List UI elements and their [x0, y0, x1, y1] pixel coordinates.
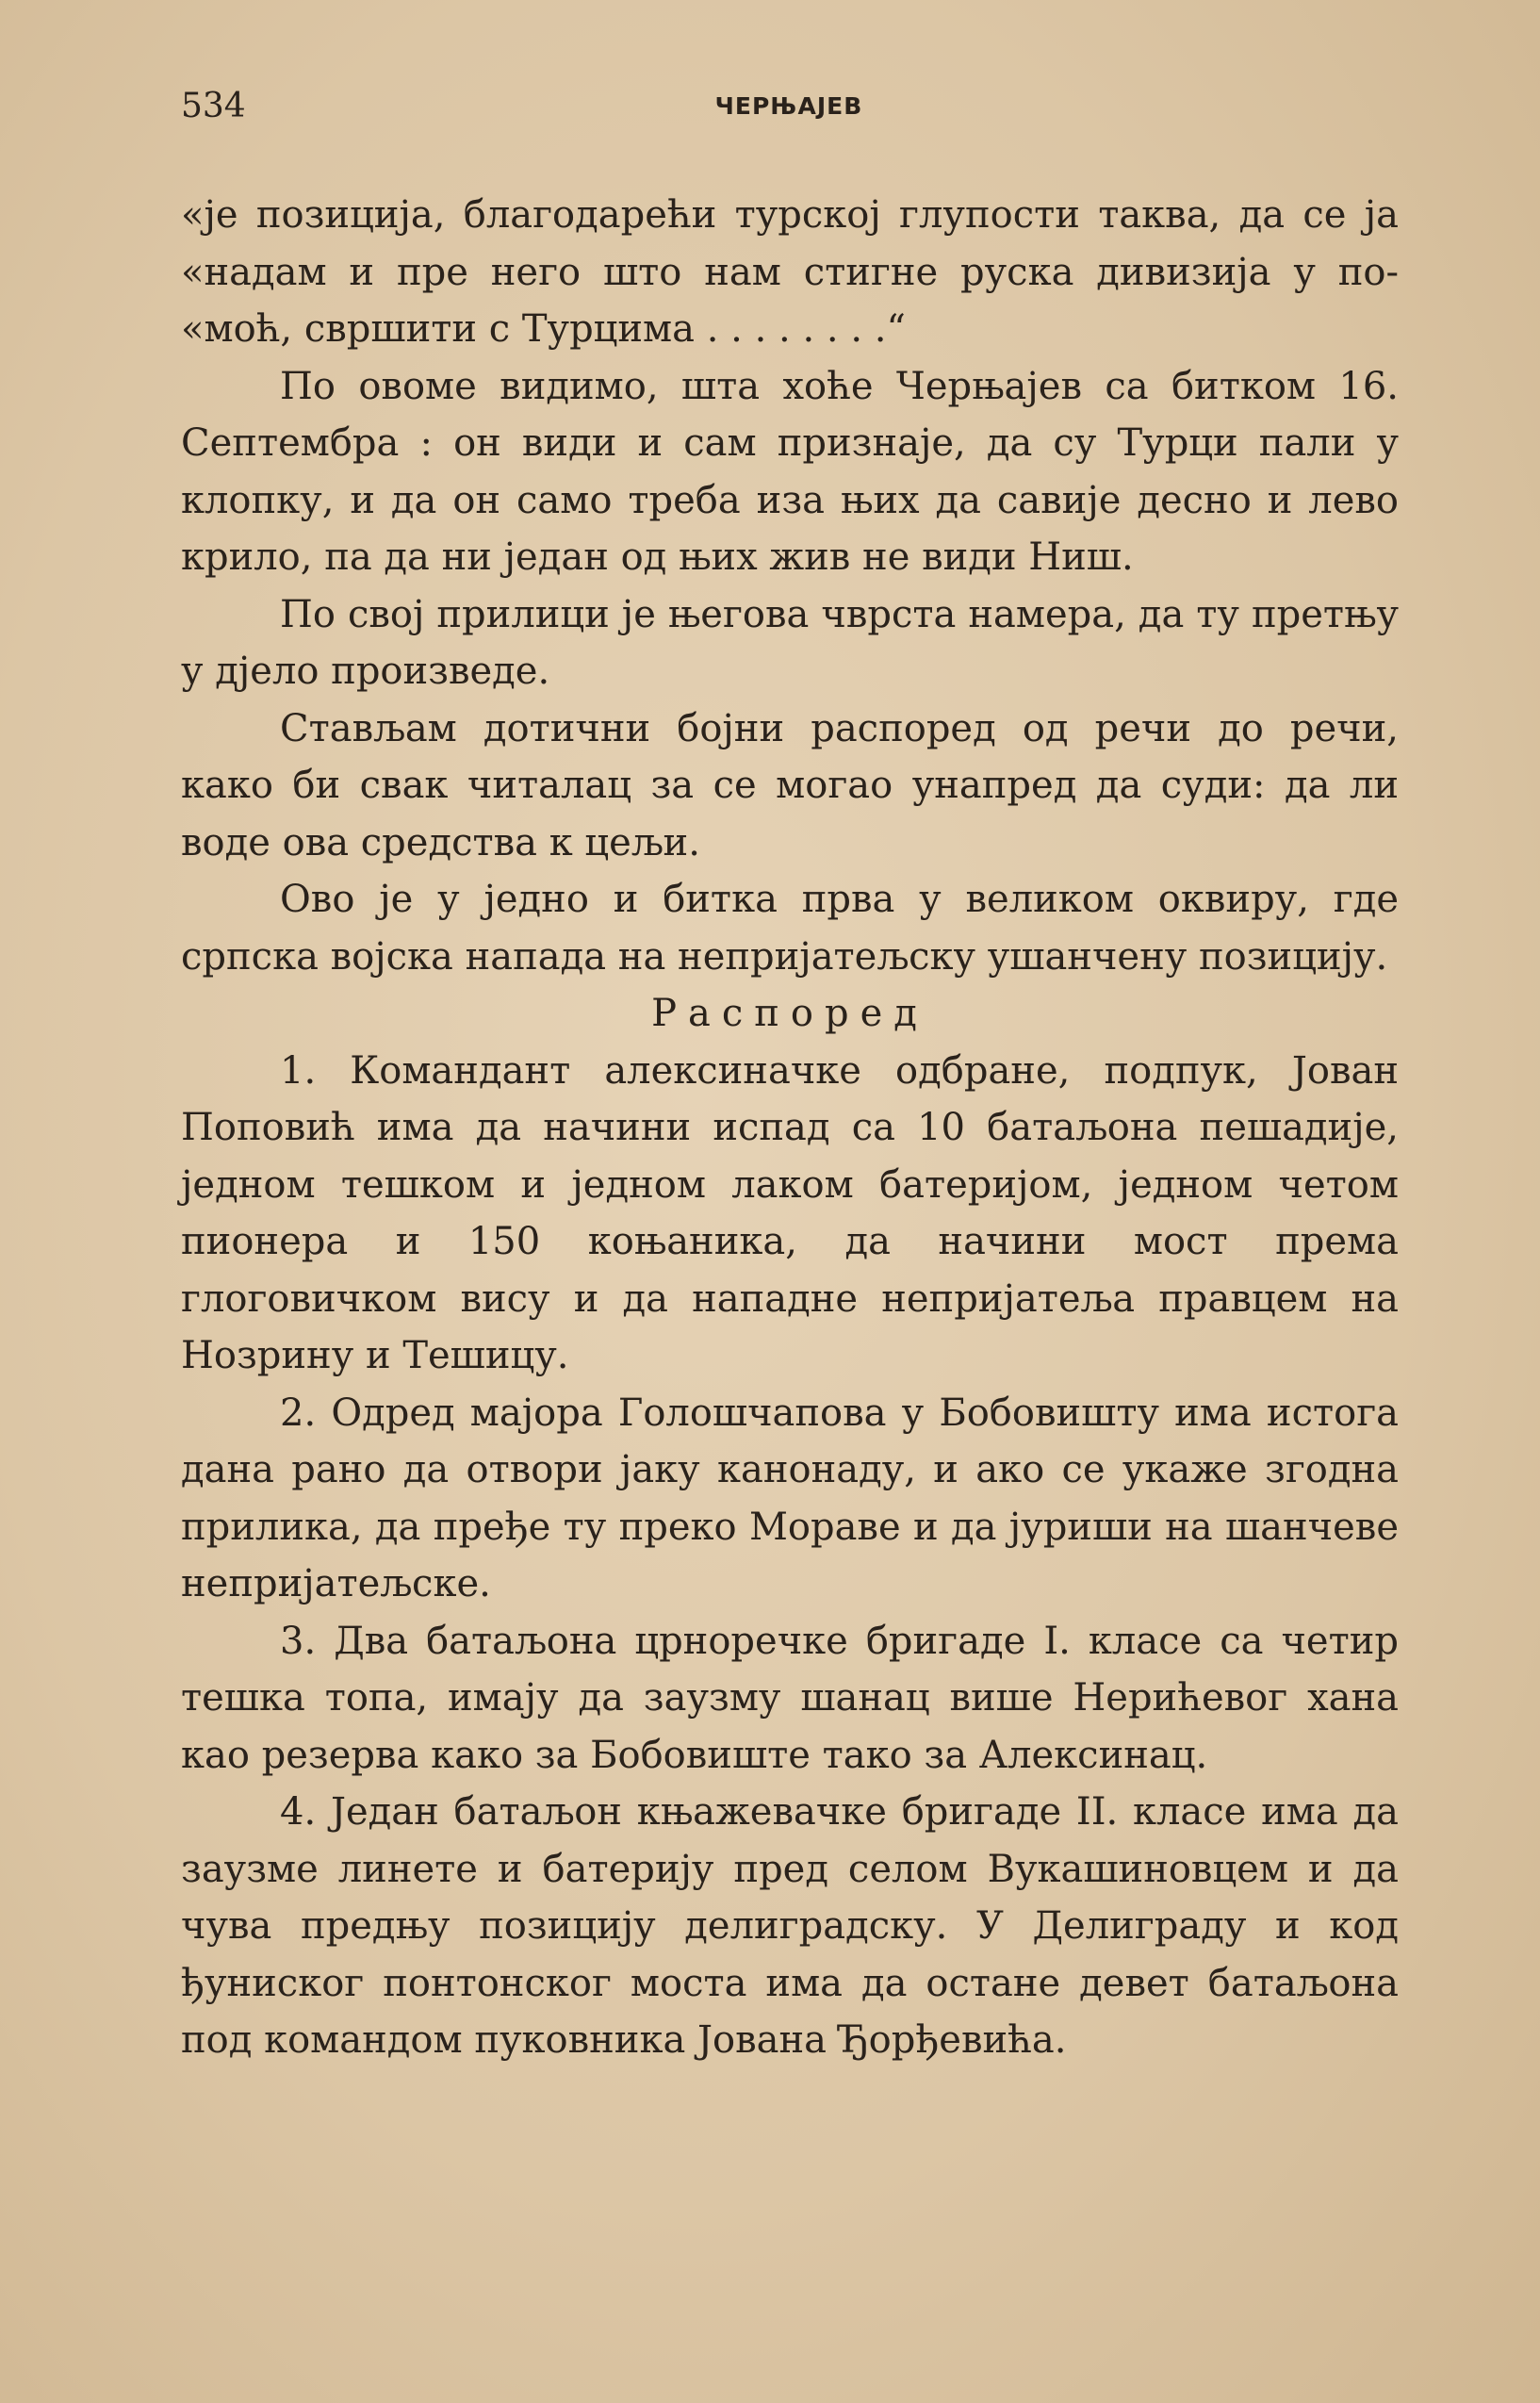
paragraph: По свој прилици је његова чврста намера, да ту претњу у дјело произведе. — [181, 592, 1399, 693]
body-text — [181, 187, 1399, 2069]
running-head: ЧЕРЊАЈЕВ — [714, 92, 863, 120]
paragraph: «је позиција, благодарећи турској глупости таква, да се ја «надам и пре него што нам стигне руска дивизија у по- «моћ, свршити с Турцима . . . . . . . .“ — [181, 193, 1399, 351]
order-item: 4. Један батаљон књажевачке бригаде II. класе има да заузме линете и батерију пред селом Вукашиновцем и да чува предњу позицију делиградску. У Делиграду и код ђуниског понтонског моста има да остане девет батаљона под командом пуковника Јована Ђорђевића. — [181, 1790, 1399, 2062]
paragraph: Ово је у једно и битка прва у великом оквиру, где српска војска напада на непријатељску ушанчену позицију. — [181, 878, 1399, 979]
order-item: 1. Командант алексиначке одбране, подпук, Јован Поповић има да начини испад са 10 батаљона пешадије, једном тешком и једном лаком батеријом, једном четом пионера и 150 коњаника, да начини мост према глоговичком вису и да нападне непријатеља правцем на Нозрину и Тешицу. — [181, 1048, 1399, 1377]
paragraph: По овоме видимо, шта хоће Черњајев са битком 16. Септембра : он види и сам признаје, да су Турци пали у клопку, и да он само треба иза њих да савије десно и лево крило, па да ни један од њих жив не види Ниш. — [181, 364, 1399, 579]
section-heading: Распоред — [651, 992, 928, 1035]
page-header — [181, 87, 1397, 134]
order-item: 3. Два батаљона црноречке бригаде I. класе са четир тешка топа, имају да заузму шанац више Нерићевог хана као резерва како за Бобовиште тако за Алексинац. — [181, 1619, 1399, 1777]
paragraph: Стављам дотични бојни распоред од речи до речи, како би свак читалац за се могао унапред да суди: да ли воде ова средства к цељи. — [181, 706, 1399, 864]
page-number: 534 — [181, 87, 246, 125]
order-item: 2. Одред мајора Голошчапова у Бобовишту има истога дана рано да отвори јаку канонаду, и ако се укаже згодна прилика, да пређе ту преко Мораве и да јуриши на шанчеве непријатељске. — [181, 1391, 1399, 1605]
